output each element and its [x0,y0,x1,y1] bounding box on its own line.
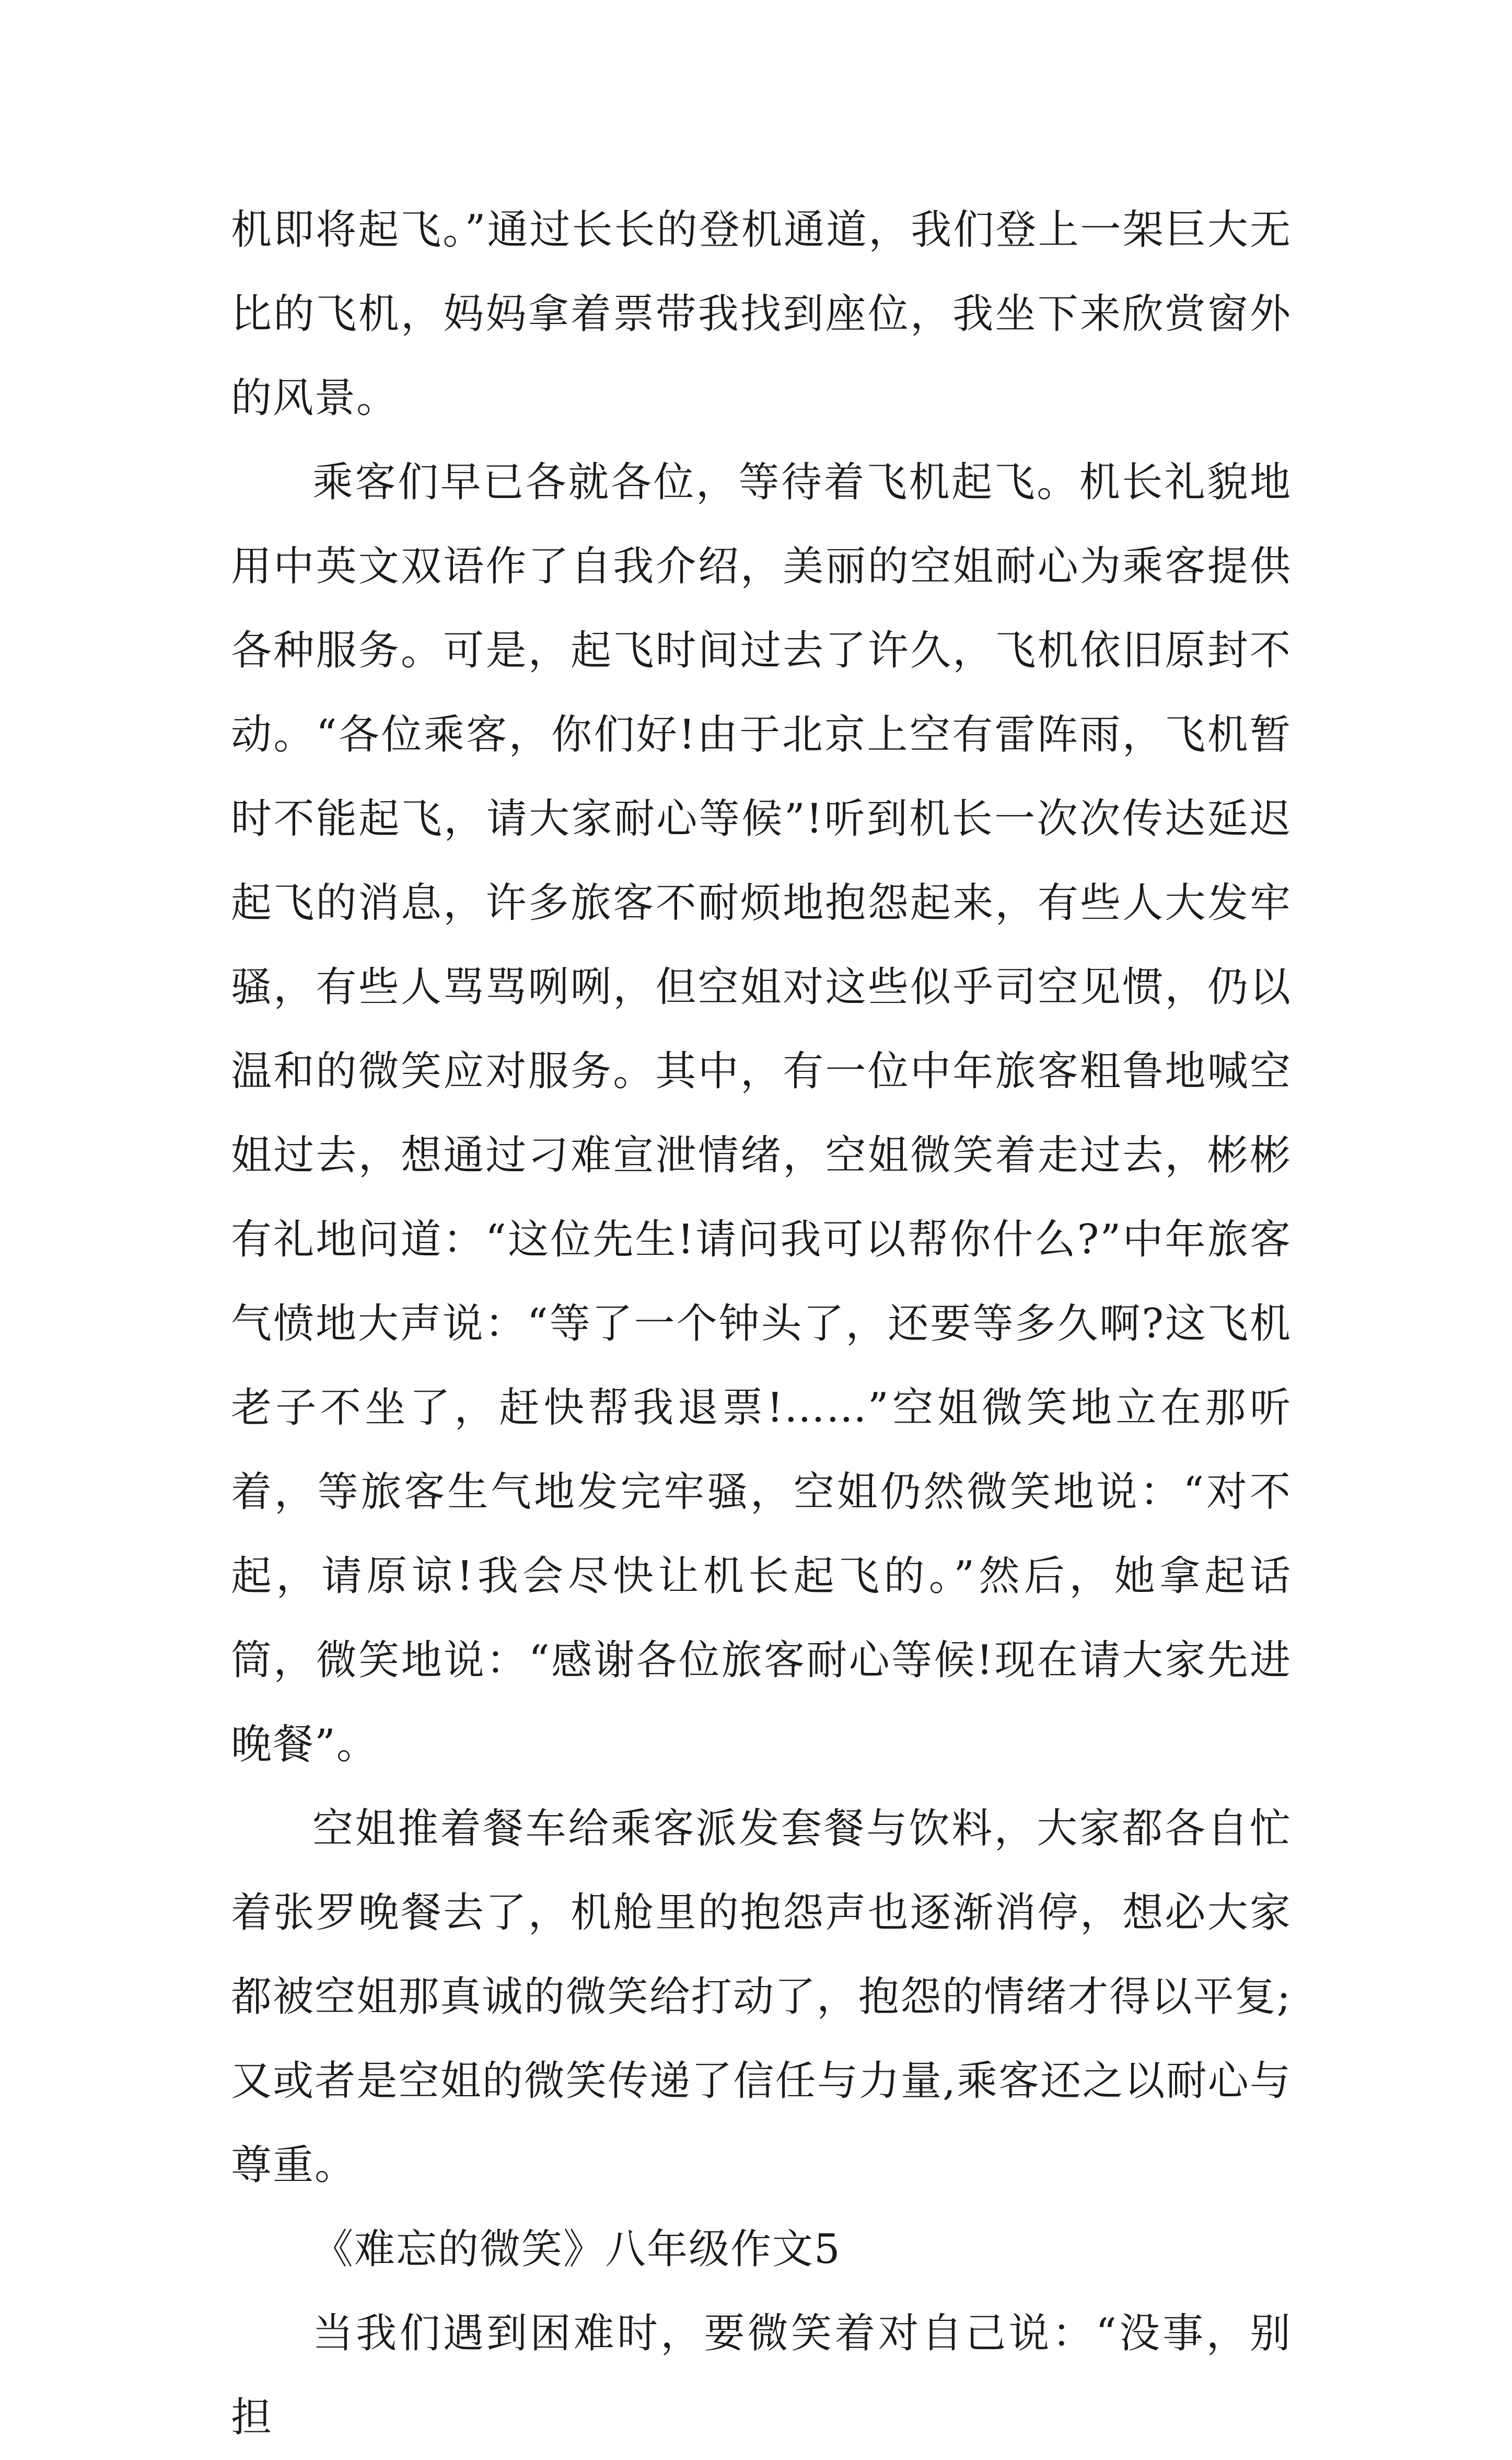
section-title: 《难忘的微笑》八年级作文5 [312,2226,841,2273]
paragraph-new-essay: 当我们遇到困难时，要微笑着对自己说：“没事，别担 [231,2310,1292,2441]
paragraph-passengers: 乘客们早已各就各位，等待着飞机起飞。机长礼貌地用中英文双语作了自我介绍，美丽的空姐耐心为乘客提供各种服务。可是，起飞时间过去了许久，飞机依旧原封不动。“各位乘客，你们好!由于北京上空有雷阵雨，飞机暂时不能起飞，请大家耐心等候”!听到机长一次次传达延迟起飞的消息，许多旅客不耐烦地抱怨起来，有些人大发牢骚，有些人骂骂咧咧，但空姐对这些似乎司空见惯，仍以温和的微笑应对服务。其中，有一位中年旅客粗鲁地喊空姐过去，想通过刁难宣泄情绪，空姐微笑着走过去，彬彬有礼地问道：“这位先生!请问我可以帮你什么?”中年旅客气愤地大声说：“等了一个钟头了，还要等多久啊?这飞机老子不坐了，赶快帮我退票!……”空姐微笑地立在那听着，等旅客生气地发完牢骚，空姐仍然微笑地说：“对不起，请原谅!我会尽快让机长起飞的。”然后，她拿起话筒，微笑地说：“感谢各位旅客耐心等候!现在请大家先进晚餐”。 [231,459,1292,1768]
paragraph-dinner: 空姐推着餐车给乘客派发套餐与饮料，大家都各自忙着张罗晚餐去了，机舱里的抱怨声也逐渐消停，想必大家都被空姐那真诚的微笑给打动了，抱怨的情绪才得以平复;又或者是空姐的微笑传递了信任与力量,乘客还之以耐心与尊重。 [231,1805,1292,2189]
paragraph-continued: 机即将起飞。”通过长长的登机通道，我们登上一架巨大无比的飞机，妈妈拿着票带我找到座位，我坐下来欣赏窗外的风景。 [231,206,1292,422]
document-body [231,188,1292,2460]
